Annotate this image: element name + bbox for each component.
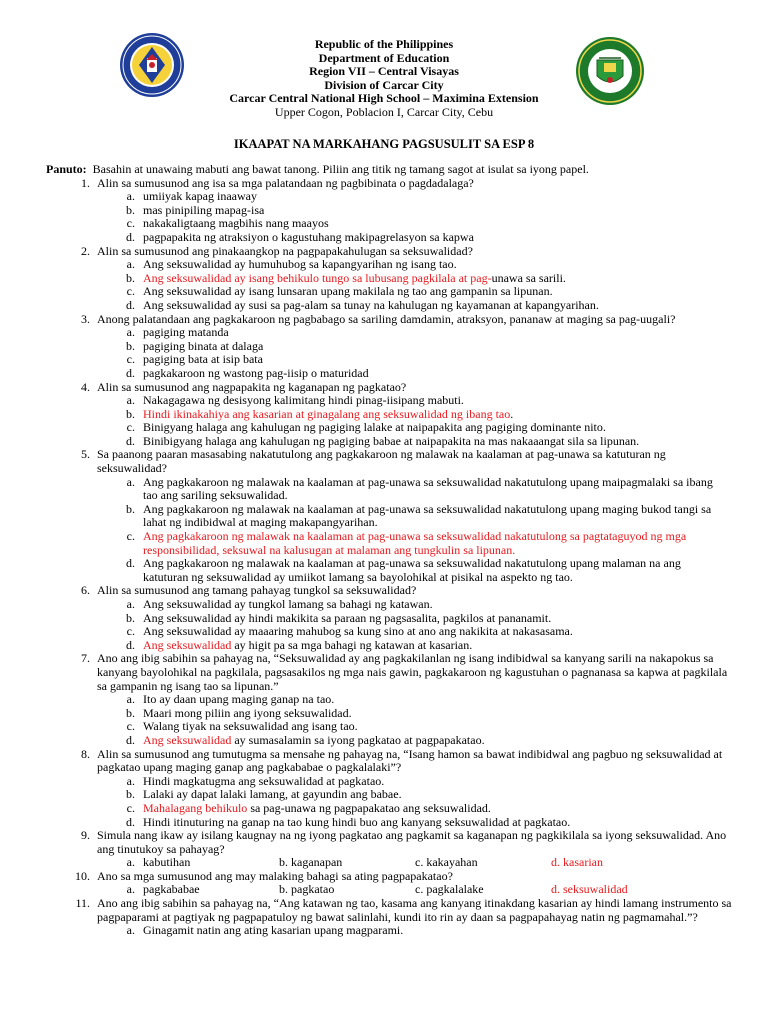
option-letter: b. [126,787,135,802]
answer-option [44,720,734,734]
option-body: Ito ay daan upang maging ganap na tao. [143,692,335,707]
option-text [143,353,734,367]
option-text [143,639,734,653]
header-line: Carcar Central National High School – Maximina Extension [229,91,539,106]
option-letter: a. [126,189,135,204]
option-letter: b. [126,202,135,217]
answer-option [44,476,734,503]
option-text [143,557,734,584]
option-body: pagpapakita ng atraksiyon o kagustuhang makipagrelasyon sa kapwa [143,229,474,244]
option-text: d. seksuwalidad [551,882,628,897]
answer-option [44,272,734,286]
option-body: ay sumasalamin sa iyong pagkatao at pagpapakatao. [231,732,485,747]
option-text [143,421,734,435]
question [44,313,734,327]
option-text [143,231,734,245]
question-number: 5. [81,447,90,462]
question [44,448,734,475]
option-body: nakakaligtaang magbihis nang maayos [143,216,329,231]
question-text: Sa paanong paaran masasabing nakatutulong ang pagkakaroon ng malawak na kaalaman at pag-unawa sa katuturan ng seksuwalidad? [97,447,666,476]
option-letter: d. [126,229,135,244]
option-text [143,598,734,612]
answer-option [44,707,734,721]
question-text: Ano sa mga sumusunod ang may malaking bahagi sa ating pagpapakatao? [97,868,453,883]
header-line: Region VII – Central Visayas [309,64,459,79]
header-line: Division of Carcar City [324,77,444,92]
answer-option [44,285,734,299]
option-body: Ang seksuwalidad ay maaaring mahubog sa kung sino at ano ang nakikita at nakasasama. [143,624,573,639]
answer-option [44,421,734,435]
option-letter: a. [126,882,135,897]
option-letter: a. [126,257,135,272]
question [44,245,734,259]
instructions-text: Basahin at unawaing mabuti ang bawat tanong. Piliin ang titik ng tamang sagot at isulat sa iyong papel. [92,162,589,176]
option-letter: c. [126,624,135,639]
option-body: sa pag-unawa ng pagpapakatao ang seksuwalidad. [247,800,491,815]
answer-option [44,204,734,218]
question-number: 3. [81,311,90,326]
correct-answer-text: Ang seksuwalidad [143,637,232,652]
answer-option [44,435,734,449]
option-text: c. kakayahan [415,855,478,870]
answer-option [44,734,734,748]
option-body: Ginagamit natin ang ating kasarian upang magparami. [143,923,404,938]
instructions-label: Panuto: [46,162,87,176]
option-letter: d. [126,637,135,652]
answer-option [44,625,734,639]
question-number: 7. [81,651,90,666]
option-text [143,367,734,381]
option-body: umiiyak kapag inaaway [143,189,257,204]
answer-option [44,408,734,422]
header-address: Upper Cogon, Poblacion I, Carcar City, Cebu [274,104,494,119]
answer-option [44,639,734,653]
option-letter: a. [126,474,135,489]
question-number: 11. [75,896,90,911]
option-body: Binibigyang halaga ang kahulugan ng pagiging babae at naipapakita na mas nakaaangat sila sa lipunan. [143,433,640,448]
question-text: Simula nang ikaw ay isilang kaugnay na ng iyong pagkatao ang pagkamit sa kaganapan ng pagkikilala sa iyong seksuwalidad. Ano ang tinutukoy sa pahayag? [97,828,727,856]
option-text: b. pagkatao [279,882,335,897]
answer-option [44,367,734,381]
answer-option [44,394,734,408]
option-body: Lalaki ay dapat lalaki lamang, at gayundin ang babae. [143,787,402,802]
option-body: Binigyang halaga ang kahulugan ng pagiging lalake at naipapakita ang pagiging dominante nito. [143,420,606,435]
option-text: b. kaganapan [279,855,343,870]
option-text [143,394,734,408]
answer-option [44,612,734,626]
question [44,381,734,395]
option-letter: b. [126,270,135,285]
option-text [143,720,734,734]
answer-option [44,258,734,272]
option-text: pagkababae [143,882,200,897]
answer-option [44,816,734,830]
option-letter: b. [126,406,135,421]
correct-answer-text: Mahalagang behikulo [143,800,248,815]
question [44,829,734,856]
question-text: Alin sa sumusunod ang nagpapakita ng kaganapan ng pagkatao? [97,379,407,394]
option-letter: c. [126,529,135,544]
question [44,177,734,191]
answer-option [44,557,734,584]
header-line: Republic of the Philippines [314,37,454,51]
option-letter: c. [126,420,135,435]
question [44,748,734,775]
option-text [143,503,734,530]
option-letter: c. [126,216,135,231]
question-number: 10. [75,868,90,883]
option-text [143,625,734,639]
question-list [44,177,734,938]
option-letter: d. [126,556,135,571]
option-letter: c. [126,284,135,299]
answer-option [44,598,734,612]
option-body: Hindi magkatugma ang seksuwalidad at pagkatao. [143,773,385,788]
answer-option [44,802,734,816]
question [44,897,734,924]
question-number: 9. [81,828,90,843]
answer-option [44,326,734,340]
question-number: 4. [81,379,90,394]
option-text [143,299,734,313]
option-text [143,476,734,503]
option-text [143,816,734,830]
option-body: Ang seksuwalidad ay humuhubog sa kapangyarihan ng isang tao. [143,257,457,272]
option-body: pagiging binata at dalaga [143,338,264,353]
header-line: Department of Education [318,50,450,65]
option-text [143,258,734,272]
option-letter: a. [126,855,135,870]
answer-option [44,353,734,367]
option-text: kabutihan [143,855,191,870]
instructions [46,163,734,177]
option-letter: c. [126,719,135,734]
option-body: pagiging matanda [143,325,229,340]
answer-option [44,693,734,707]
option-letter: a. [126,325,135,340]
correct-answer-text: Hindi ikinakahiya ang kasarian at ginagalang ang seksuwalidad ng ibang tao [143,406,511,421]
answer-option [44,775,734,789]
school-header [150,38,618,120]
answer-option [44,788,734,802]
option-body: unawa sa sarili. [491,270,566,285]
option-letter: a. [126,923,135,938]
option-letter: d. [126,732,135,747]
option-letter: b. [126,610,135,625]
question-text: Alin sa sumusunod ang isa sa mga palatandaan ng pagbibinata o pagdadalaga? [97,175,474,190]
correct-answer-text: Ang seksuwalidad [143,732,232,747]
option-text [143,285,734,299]
option-letter: b. [126,338,135,353]
question-text: Anong palatandaan ang pagkakaroon ng pagbabago sa sariling damdamin, atraksyon, pananaw at maging sa pag-uugali? [97,311,676,326]
option-letter: b. [126,501,135,516]
option-text [143,788,734,802]
question-text: Ano ang ibig sabihin sa pahayag na, “Ang katawan ng tao, kasama ang kanyang itinakdang kasarian ay hindi lamang instrumento sa pagpaparami at pagtiyak ng pagpapatuloy ng bawat salinlahi, kundi ito rin ay daan sa pagpapahayag natin ng pagmamahal.”? [97,896,732,924]
question-text: Ano ang ibig sabihin sa pahayag na, “Seksuwalidad ay ang pagkakilanlan ng isang indibidwal sa kanyang sarili na nakapokus sa kanyang bayolohikal na pagkilala, pagsasakilos ng mga nais gawin, pagkakaroon ng kagustuhan o pagnanasa sa kapwa at pagkilala sa gampanin ng isang tao sa lipunan.” [97,651,728,693]
question-number: 8. [81,746,90,761]
option-letter: d. [126,814,135,829]
question-number: 1. [81,175,90,190]
option-text [143,326,734,340]
option-text: d. kasarian [551,855,603,870]
question-text: Alin sa sumusunod ang pinakaangkop na pagpapakahulugan sa seksuwalidad? [97,243,473,258]
option-body: Ang seksuwalidad ay isang lunsaran upang makilala ng tao ang gampanin sa lipunan. [143,284,553,299]
option-text [143,924,734,938]
option-text [143,340,734,354]
option-body: . [510,406,514,421]
option-body: Ang pagkakaroon ng malawak na kaalaman at pag-unawa sa seksuwalidad nakatutulong upang malaman na ang katuturan ng seksuwalidad ay umiikot lamang sa bayolohikal at pisikal na aspekto ng tao. [143,556,681,584]
option-text [143,530,734,557]
option-text [143,435,734,449]
question-number: 6. [81,583,90,598]
option-body: Hindi itinuturing na ganap na tao kung hindi buo ang kanyang seksuwalidad at pagkatao. [143,814,571,829]
question-number: 2. [81,243,90,258]
option-body: pagiging bata at isip bata [143,352,263,367]
option-text [143,217,734,231]
option-letter: d. [126,297,135,312]
option-text [143,802,734,816]
answer-option [44,217,734,231]
option-text [143,734,734,748]
answer-option [44,340,734,354]
option-body: Ang seksuwalidad ay tungkol lamang sa bahagi ng katawan. [143,597,433,611]
option-body: pagkakaroon ng wastong pag-iisip o maturidad [143,365,369,380]
exam-title: IKAAPAT NA MARKAHANG PAGSUSULIT SA ESP 8 [233,137,535,151]
option-letter: a. [126,597,135,611]
option-text [143,707,734,721]
answer-option [44,190,734,204]
option-letter: c. [126,800,135,815]
answer-option [44,231,734,245]
option-body: Maari mong piliin ang iyong seksuwalidad. [143,705,352,720]
option-body: Ang seksuwalidad ay susi sa pag-alam sa tunay na kahulugan ng kayamanan at kapangyarihan. [143,297,599,312]
option-text [143,408,734,422]
answer-option [44,924,734,938]
option-letter: c. [126,352,135,367]
option-letter: d. [126,365,135,380]
question-text: Alin sa sumusunod ang tamang pahayag tungkol sa seksuwalidad? [97,583,417,598]
option-letter: a. [126,393,135,408]
option-body: Ang pagkakaroon ng malawak na kaalaman at pag-unawa sa seksuwalidad nakatutulong upang maipagmalaki sa ibang tao ang sariling seksuwalidad. [143,474,713,503]
option-letter: a. [126,692,135,707]
option-text [143,190,734,204]
question [44,584,734,598]
option-text [143,204,734,218]
option-text [143,775,734,789]
option-text [143,612,734,626]
answer-option [44,299,734,313]
correct-answer-text: Ang seksuwalidad ay isang behikulo tungo sa lubusang pagkilala at pag- [143,270,492,285]
option-body: mas pinipiling mapag-isa [143,202,265,217]
option-text: c. pagkalalake [415,882,484,897]
option-letter: a. [126,773,135,788]
option-body: Walang tiyak na seksuwalidad ang isang tao. [143,719,358,734]
answer-option [44,530,734,557]
option-body: ay higit pa sa mga bahagi ng katawan at kasarian. [231,637,473,652]
option-body: Ang pagkakaroon ng malawak na kaalaman at pag-unawa sa seksuwalidad nakatutulong upang maging bukod tangi sa lahat ng indibidwal at maging makapangyarihan. [143,501,712,530]
answer-row [44,883,734,897]
option-letter: b. [126,705,135,720]
option-body: Nakagagawa ng desisyong kalimitang hindi pinag-iisipang mabuti. [143,393,464,408]
option-text [143,272,734,286]
answer-option [44,503,734,530]
correct-answer-text: Ang pagkakaroon ng malawak na kaalaman at pag-unawa sa seksuwalidad nakatutulong sa pagtataguyod ng mga responsibilidad, seksuwal na kalusugan at malaman ang tungkulin sa lipunan. [143,529,687,557]
answer-row [44,856,734,870]
option-body: Ang seksuwalidad ay hindi makikita sa paraan ng pagsasalita, pagkilos at pananamit. [143,610,552,625]
exam-content [44,163,734,938]
question [44,652,734,693]
question-text: Alin sa sumusunod ang tumutugma sa mensahe ng pahayag na, “Isang hamon sa bawat indibidwal ang pagbuo ng seksuwalidad at pagkatao upang maging ganap ang pagkababae o pagkalalaki”? [97,746,723,775]
question [44,870,734,884]
option-text [143,693,734,707]
option-letter: d. [126,433,135,448]
